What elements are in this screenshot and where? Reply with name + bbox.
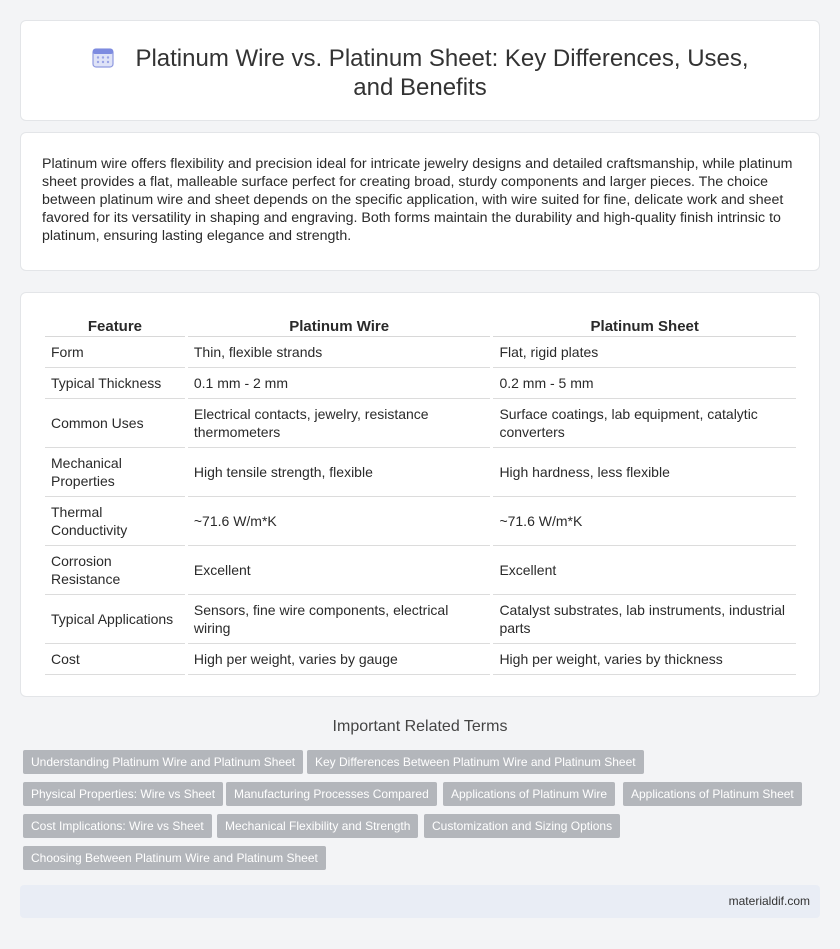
related-tag[interactable]: Customization and Sizing Options [424, 814, 620, 838]
related-tag[interactable]: Key Differences Between Platinum Wire and Platinum Sheet [307, 750, 644, 774]
row-wire-value: Excellent [188, 546, 491, 595]
row-sheet-value: Excellent [493, 546, 796, 595]
row-feature: Form [45, 337, 185, 368]
related-tag[interactable]: Mechanical Flexibility and Strength [217, 814, 418, 838]
row-wire-value: ~71.6 W/m*K [188, 497, 491, 546]
summary-text: Platinum wire offers flexibility and precision ideal for intricate jewelry designs and detailed craftsmanship, while platinum sheet provides a flat, malleable surface perfect for creating broad, sturdy components and larger pieces. The choice between platinum wire and sheet depends on the specific application, with wire suited for fine, delicate work and sheet favored for its versatility in shaping and engraving. Both forms maintain the durability and high-quality finish intrinsic to platinum, ensuring lasting elegance and strength. [42, 156, 793, 244]
table-row [45, 399, 796, 448]
header-feature: Feature [45, 317, 185, 337]
related-tag[interactable]: Understanding Platinum Wire and Platinum Sheet [23, 750, 303, 774]
row-wire-value: Electrical contacts, jewelry, resistance thermometers [188, 399, 491, 448]
table-row [45, 546, 796, 595]
table-row [45, 497, 796, 546]
related-tag[interactable]: Choosing Between Platinum Wire and Platinum Sheet [23, 846, 326, 870]
related-terms-title: Important Related Terms [332, 718, 508, 735]
page-title [81, 44, 759, 102]
table-row [45, 448, 796, 497]
related-tag[interactable]: Applications of Platinum Wire [443, 782, 615, 806]
row-feature: Corrosion Resistance [45, 546, 185, 595]
title-card [20, 20, 820, 121]
header-platinum-sheet: Platinum Sheet [493, 317, 796, 337]
row-feature: Typical Applications [45, 595, 185, 644]
page-title-text: Platinum Wire vs. Platinum Sheet: Key Differences, Uses, and Benefits [135, 45, 749, 101]
row-wire-value: 0.1 mm - 2 mm [188, 368, 491, 399]
table-row [45, 644, 796, 675]
row-sheet-value: Surface coatings, lab equipment, catalytic converters [493, 399, 796, 448]
row-wire-value: High tensile strength, flexible [188, 448, 491, 497]
row-sheet-value: High per weight, varies by thickness [493, 644, 796, 675]
row-sheet-value: ~71.6 W/m*K [493, 497, 796, 546]
row-sheet-value: Catalyst substrates, lab instruments, industrial parts [493, 595, 796, 644]
header-platinum-wire: Platinum Wire [188, 317, 491, 337]
comparison-table [42, 317, 799, 675]
related-tag[interactable]: Applications of Platinum Sheet [623, 782, 802, 806]
related-tag[interactable]: Physical Properties: Wire vs Sheet [23, 782, 223, 806]
table-row [45, 595, 796, 644]
row-sheet-value: High hardness, less flexible [493, 448, 796, 497]
footer [20, 885, 820, 918]
table-header-row [45, 317, 796, 337]
related-tag[interactable]: Manufacturing Processes Compared [226, 782, 437, 806]
row-feature: Mechanical Properties [45, 448, 185, 497]
related-tag[interactable]: Cost Implications: Wire vs Sheet [23, 814, 212, 838]
row-wire-value: Thin, flexible strands [188, 337, 491, 368]
summary-card [20, 132, 820, 271]
row-sheet-value: Flat, rigid plates [493, 337, 796, 368]
table-card [20, 292, 820, 697]
row-wire-value: Sensors, fine wire components, electrical wiring [188, 595, 491, 644]
footer-site[interactable]: materialdif.com [728, 894, 810, 908]
table-row [45, 337, 796, 368]
row-feature: Cost [45, 644, 185, 675]
row-feature: Common Uses [45, 399, 185, 448]
table-row [45, 368, 796, 399]
title-wrap [81, 44, 759, 102]
row-feature: Typical Thickness [45, 368, 185, 399]
row-sheet-value: 0.2 mm - 5 mm [493, 368, 796, 399]
row-wire-value: High per weight, varies by gauge [188, 644, 491, 675]
calendar-icon [91, 45, 115, 69]
row-feature: Thermal Conductivity [45, 497, 185, 546]
